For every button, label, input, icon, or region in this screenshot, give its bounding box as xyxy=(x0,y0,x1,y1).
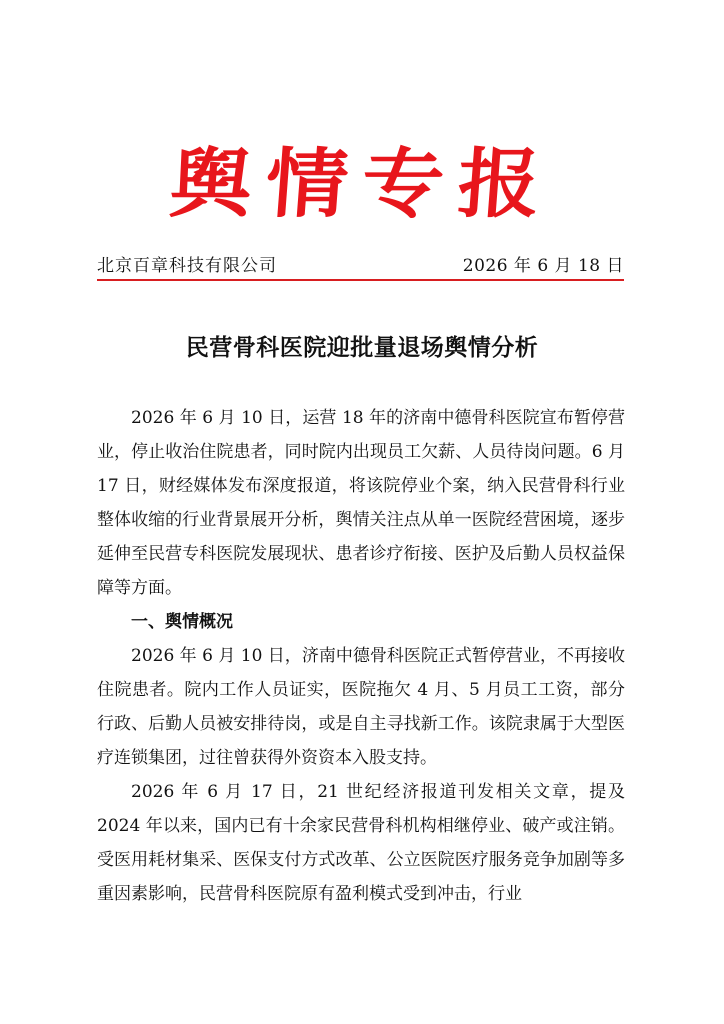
article-title: 民营骨科医院迎批量退场舆情分析 xyxy=(185,335,539,361)
section-heading-overview: 一、舆情概况 xyxy=(131,612,233,632)
article-body xyxy=(97,401,625,911)
masthead xyxy=(0,136,724,232)
overview-paragraph-2: 2026 年 6 月 17 日，21 世纪经济报道刊发相关文章，提及 2024 年以来，国内已有十余家民营骨科机构相继停业、破产或注销。受医用耗材集采、医保支付方式改革、公立医院医疗服务竞争加剧等多重因素影响，民营骨科医院原有盈利模式受到冲击，行业 xyxy=(97,782,625,904)
issue-date: 2026 年 6 月 18 日 xyxy=(462,256,624,276)
header-divider xyxy=(97,279,624,281)
intro-paragraph: 2026 年 6 月 10 日，运营 18 年的济南中德骨科医院宣布暂停营业，停止收治住院患者，同时院内出现员工欠薪、人员待岗问题。6 月 17 日，财经媒体发布深度报道，将该院停业个案，纳入民营骨科行业整体收缩的行业背景展开分析，舆情关注点从单一医院经营困境，逐步延伸至民营专科医院发展现状、患者诊疗衔接、医护及后勤人员权益保障等方面。 xyxy=(97,408,625,598)
document-header xyxy=(97,255,624,277)
overview-paragraph-1: 2026 年 6 月 10 日，济南中德骨科医院正式暂停营业，不再接收住院患者。院内工作人员证实，医院拖欠 4 月、5 月员工工资，部分行政、后勤人员被安排待岗，或是自主寻找新工作。该院隶属于大型医疗连锁集团，过往曾获得外资资本入股支持。 xyxy=(97,646,625,768)
organization-name: 北京百章科技有限公司 xyxy=(97,256,277,276)
masthead-title: 舆情专报 xyxy=(166,139,558,229)
